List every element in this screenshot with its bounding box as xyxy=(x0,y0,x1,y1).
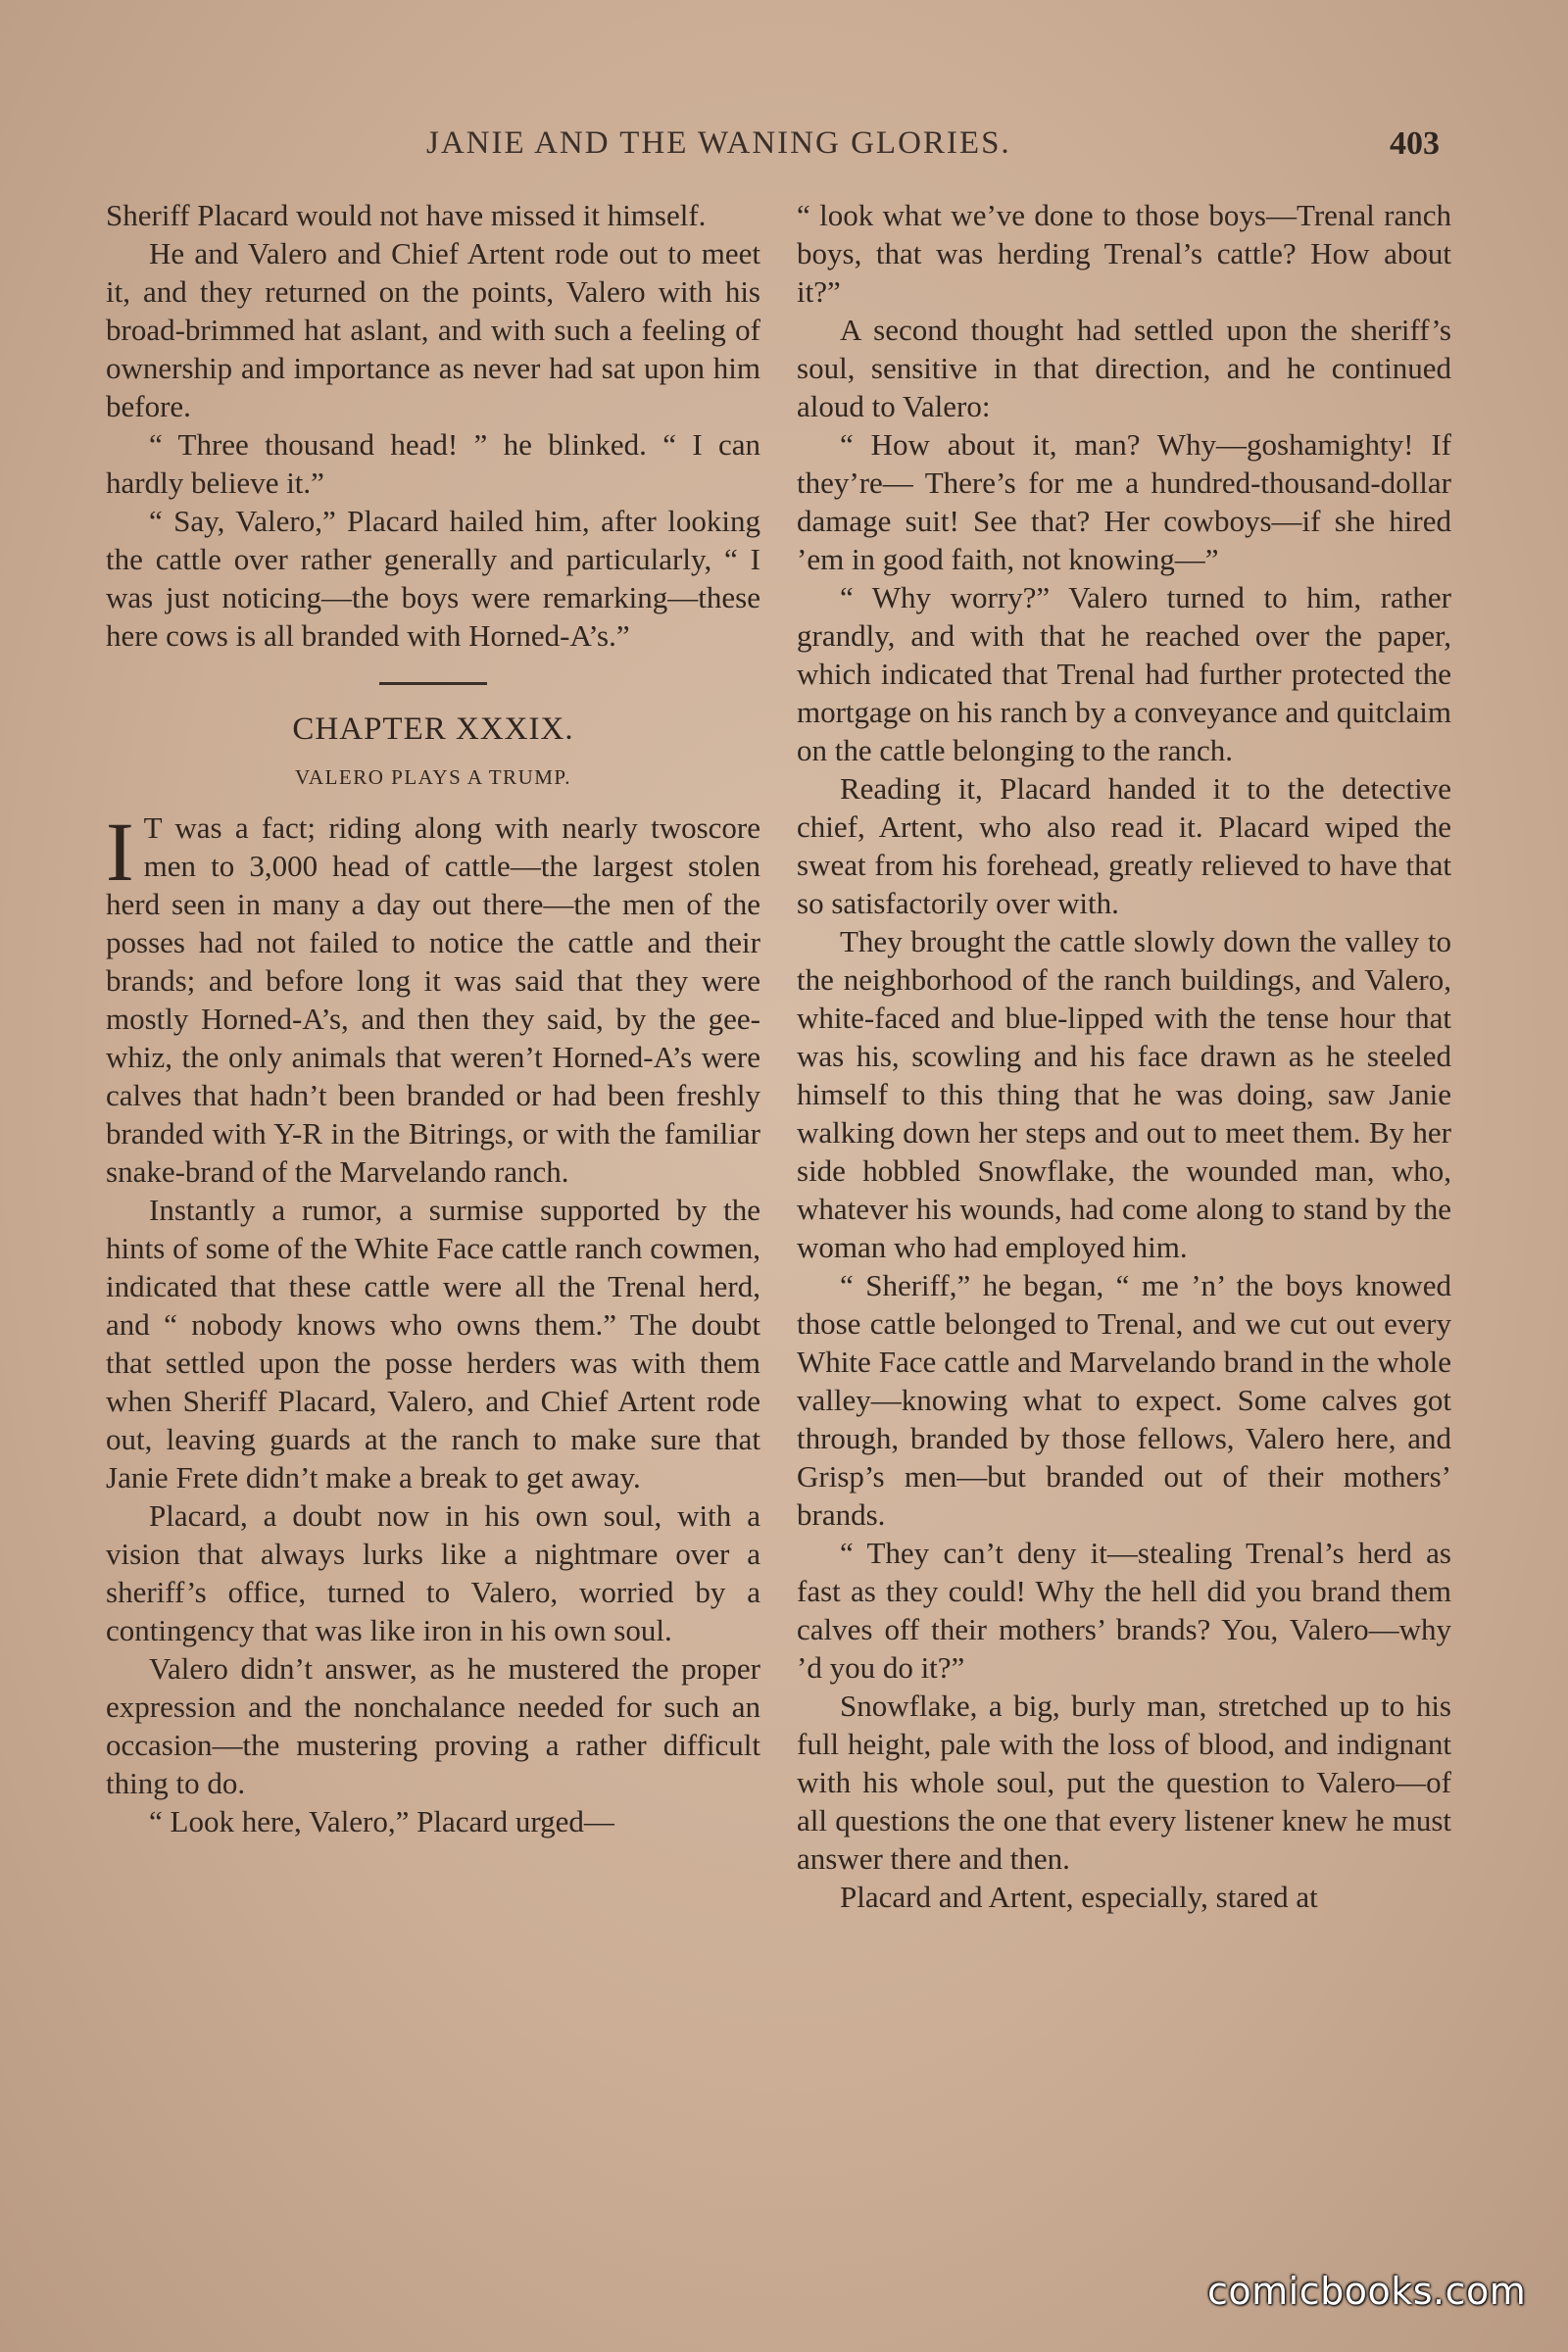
watermark: comicbooks.com xyxy=(1207,2270,1527,2313)
paragraph: Sheriff Placard would not have missed it himself. xyxy=(106,198,707,232)
paragraph: Placard and Artent, especially, stared at xyxy=(840,1880,1318,1914)
paragraph: A second thought had settled upon the sheriff’s soul, sensitive in that direction, and he continued aloud to Valero: xyxy=(797,313,1451,423)
paragraph: “ Sheriff,” he began, “ me ’n’ the boys knowed those cattle belonged to Trenal, and we cut out every White Face cattle and Marvelando brand in the whole valley—knowing what to expect. Some calves got through, branded by those fellows, Valero here, and Grisp’s men—but branded out of their mothers’ brands. xyxy=(797,1268,1451,1532)
paragraph: Snowflake, a big, burly man, stretched up to his full height, pale with the loss of blood, and indignant with his whole soul, put the question to Valero—of all questions the one that every listener knew he must answer there and then. xyxy=(797,1689,1451,1876)
chapter-subtitle: VALERO PLAYS A TRUMP. xyxy=(294,765,572,789)
section-divider xyxy=(379,682,487,685)
paragraph: “ Why worry?” Valero turned to him, rather grandly, and with that he reached over the paper, which indicated that Trenal had further protected the mortgage on his ranch by a conveyance and quitclaim on the cattle belonging to the ranch. xyxy=(797,580,1451,767)
paragraph: “ How about it, man? Why—goshamighty! If they’re— There’s for me a hundred-thousand-dollar damage suit! See that? Her cowboys—if she hired ’em in good faith, not knowing—” xyxy=(797,427,1451,576)
paragraph: Reading it, Placard handed it to the detective chief, Artent, who also read it. Placard wiped the sweat from his forehead, greatly relieved to have that so satisfactorily over with. xyxy=(797,771,1451,920)
chapter-opening xyxy=(106,805,760,1191)
paragraph: Placard, a doubt now in his own soul, with a vision that always lurks like a nightmare over a sheriff’s office, turned to Valero, worried by a contingency that was like iron in his own soul. xyxy=(106,1498,760,1647)
paragraph: “ Look here, Valero,” Placard urged— xyxy=(149,1804,614,1838)
page-number: 403 xyxy=(1390,125,1440,162)
drop-cap: I xyxy=(106,805,134,899)
paragraph: T was a fact; riding along with nearly twoscore men to 3,000 head of cattle—the largest stolen herd seen in many a day out there—the men of the posses had not failed to notice the cattle and their brands; and before long it was said that they were mostly Horned-A’s, and then they said, by the gee-whiz, the only animals that weren’t Horned-A’s were calves that hadn’t been branded or had been freshly branded with Y-R in the Bitrings, or with the familiar snake-brand of the Marvelando ranch. xyxy=(106,810,760,1189)
running-title: JANIE AND THE WANING GLORIES. xyxy=(426,125,1011,161)
right-column xyxy=(797,196,1451,1916)
page-header xyxy=(0,125,1568,174)
paragraph: He and Valero and Chief Artent rode out to meet it, and they returned on the points, Valero with his broad-brimmed hat aslant, and with such a feeling of ownership and importance as never had sat upon him before. xyxy=(106,236,760,423)
paragraph: “ look what we’ve done to those boys—Trenal ranch boys, that was herding Trenal’s cattle? How about it?” xyxy=(797,198,1451,309)
paragraph: Instantly a rumor, a surmise supported by the hints of some of the White Face cattle ranch cowmen, indicated that these cattle were all the Trenal herd, and “ nobody knows who owns them.” The doubt that settled upon the posse herders was with them when Sheriff Placard, Valero, and Chief Artent rode out, leaving guards at the ranch to make sure that Janie Frete didn’t make a break to get away. xyxy=(106,1193,760,1494)
paragraph: “ They can’t deny it—stealing Trenal’s herd as fast as they could! Why the hell did you brand them calves off their mothers’ brands? You, Valero—why ’d you do it?” xyxy=(797,1536,1451,1685)
chapter-heading: CHAPTER XXXIX. xyxy=(292,711,574,747)
paragraph: They brought the cattle slowly down the valley to the neighborhood of the ranch buildings, and Valero, white-faced and blue-lipped with the tense hour that was his, scowling and his face drawn as he steeled himself to this thing that he was doing, saw Janie walking down her steps and out to meet them. By her side hobbled Snowflake, the wounded man, who, whatever his wounds, had come along to stand by the woman who had employed him. xyxy=(797,924,1451,1264)
paragraph: “ Say, Valero,” Placard hailed him, after looking the cattle over rather generally and particularly, “ I was just noticing—the boys were remarking—these here cows is all branded with Horned-A’s.” xyxy=(106,504,760,653)
paragraph: “ Three thousand head! ” he blinked. “ I can hardly believe it.” xyxy=(106,427,760,500)
paragraph: Valero didn’t answer, as he mustered the proper expression and the nonchalance needed for such an occasion—the mustering proving a rather difficult thing to do. xyxy=(106,1651,760,1800)
left-column xyxy=(106,196,760,1840)
